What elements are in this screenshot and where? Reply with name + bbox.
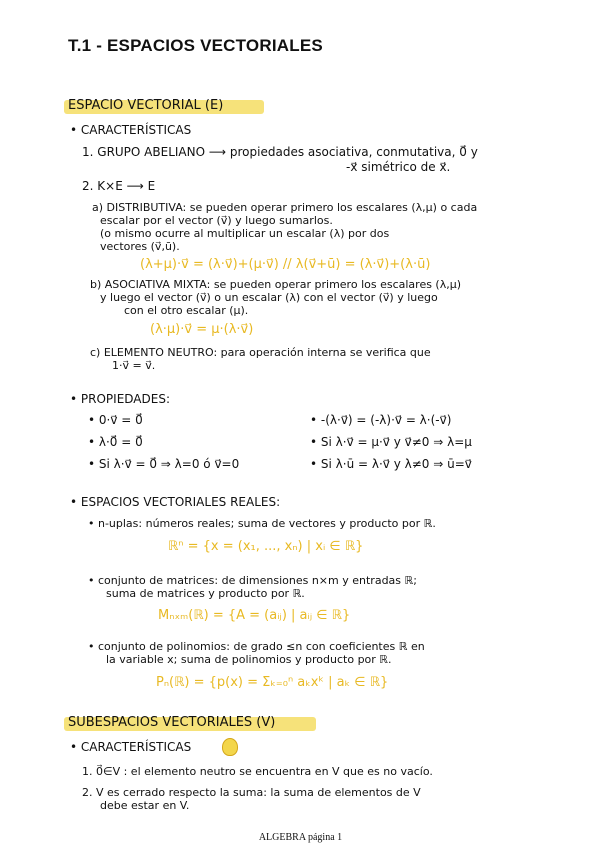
polinomios-line1: • conjunto de polinomios: de grado ≤n con coeficientes ℝ en [88,640,425,653]
item-grupo-abeliano: 1. GRUPO ABELIANO ⟶ propiedades asociativa, conmutativa, 0⃗ y [82,145,478,159]
section-heading-subespacios: SUBESPACIOS VECTORIALES (V) [68,715,276,730]
item-grupo-abeliano-cont: -x⃗ simétrico de x⃗. [346,160,451,174]
propiedad-2: • -(λ·v⃗) = (-λ)·v⃗ = λ·(-v⃗) [310,413,452,427]
asociativa-line1: b) ASOCIATIVA MIXTA: se pueden operar primero los escalares (λ,μ) [90,278,462,291]
distributiva-line3: (o mismo ocurre al multiplicar un escalar (λ) por dos [100,227,390,240]
distributiva-line2: escalar por el vector (v⃗) y luego sumarlos. [100,214,333,227]
polinomios-line2: la variable x; suma de polinomios y producto por ℝ. [106,653,392,666]
caracteristicas-label: • CARACTERÍSTICAS [70,123,192,137]
subespacio-item-2-cont: debe estar en V. [100,799,190,812]
page-footer: ALGEBRA página 1 [258,832,343,843]
matrices-line1: • conjunto de matrices: de dimensiones n×m y entradas ℝ; [88,574,417,587]
propiedad-3: • λ·0⃗ = 0⃗ [88,435,143,449]
section-heading: ESPACIO VECTORIAL (E) [68,98,224,113]
subespacio-item-1: 1. 0⃗∈V : el elemento neutro se encuentra en V que es no vacío. [82,765,433,778]
propiedad-4: • Si λ·v⃗ = μ·v⃗ y v⃗≠0 ⇒ λ=μ [310,435,472,449]
nuplas-formula: ℝⁿ = {x = (x₁, ..., xₙ) | xᵢ ∈ ℝ} [168,539,364,554]
matrices-formula: Mₙₓₘ(ℝ) = {A = (aᵢⱼ) | aᵢⱼ ∈ ℝ} [158,608,351,623]
lightbulb-icon [222,738,238,756]
propiedad-6: • Si λ·ū = λ·v⃗ y λ≠0 ⇒ ū=v⃗ [310,457,472,471]
distributiva-formula: (λ+μ)·v⃗ = (λ·v⃗)+(μ·v⃗) // λ(v⃗+ū) = (λ·v⃗)+(λ·ū) [140,257,431,272]
asociativa-formula: (λ·μ)·v⃗ = μ·(λ·v⃗) [150,322,254,337]
propiedad-1: • 0·v⃗ = 0⃗ [88,413,143,427]
propiedad-5: • Si λ·v⃗ = 0⃗ ⇒ λ=0 ó v⃗=0 [88,457,240,471]
distributiva-line1: a) DISTRIBUTIVA: se pueden operar primero los escalares (λ,μ) o cada [92,201,478,214]
asociativa-line2: y luego el vector (v⃗) o un escalar (λ) con el vector (v⃗) y luego [100,291,438,304]
reales-heading: • ESPACIOS VECTORIALES REALES: [70,495,281,509]
polinomios-formula: Pₙ(ℝ) = {p(x) = Σₖ₌₀ⁿ aₖxᵏ | aₖ ∈ ℝ} [156,675,389,690]
subespacio-item-2: 2. V es cerrado respecto la suma: la suma de elementos de V [82,786,421,799]
nuplas-line: • n-uplas: números reales; suma de vectores y producto por ℝ. [88,517,436,530]
neutro-line2: 1·v⃗ = v⃗. [112,359,156,372]
asociativa-line3: con el otro escalar (μ). [124,304,249,317]
page-title: T.1 - ESPACIOS VECTORIALES [68,36,323,55]
item-kxe: 2. K×E ⟶ E [82,179,156,193]
distributiva-line4: vectores (v⃗,ū). [100,240,180,253]
caracteristicas-label-2: • CARACTERÍSTICAS [70,740,192,754]
matrices-line2: suma de matrices y producto por ℝ. [106,587,305,600]
propiedades-heading: • PROPIEDADES: [70,392,170,406]
neutro-line1: c) ELEMENTO NEUTRO: para operación interna se verifica que [90,346,431,359]
